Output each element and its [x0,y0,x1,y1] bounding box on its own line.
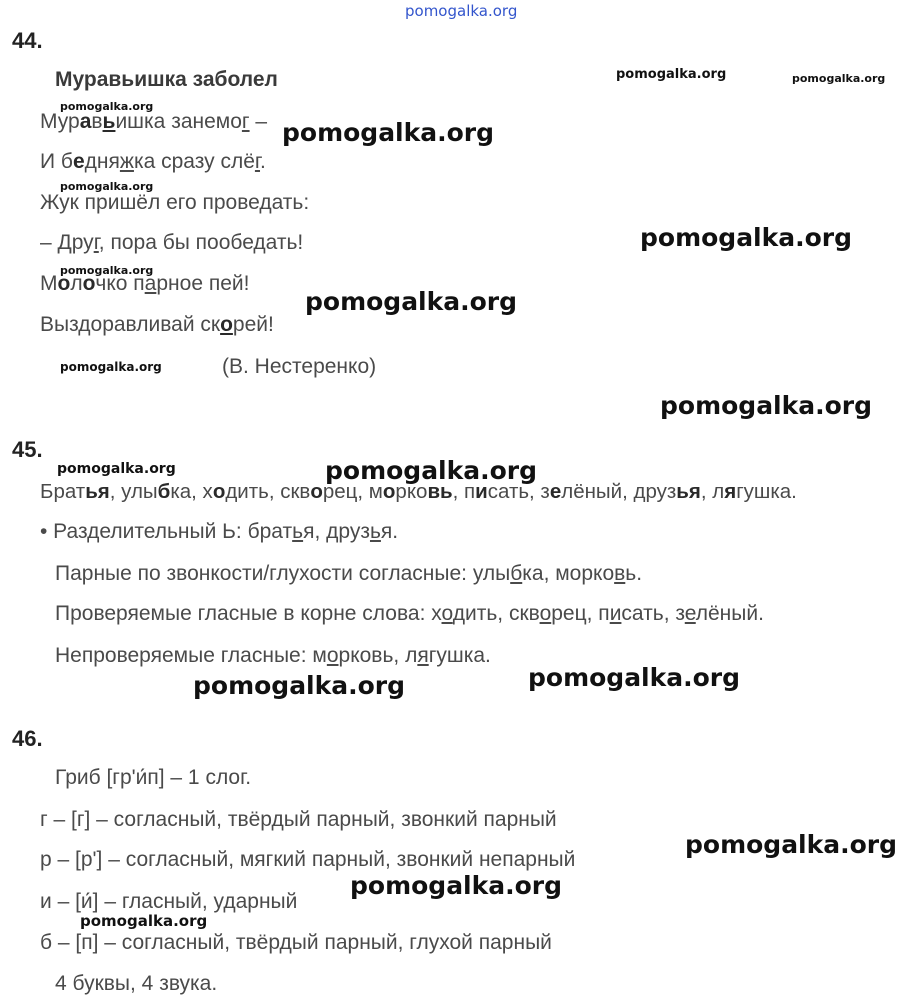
watermark: pomogalka.org [60,360,162,374]
text-segment: рец, м [322,480,383,503]
text-segment: ь [292,520,304,543]
group-line [40,520,398,544]
text-segment: ка, морко [522,562,615,585]
text-segment: лёный. [695,602,764,625]
exercise-44-number: 44. [12,28,43,53]
phonetic-line: Гриб [гр'и́п] – 1 слог. [55,766,252,789]
text-segment: ья [85,480,110,503]
text-segment: о [441,602,453,625]
watermark: pomogalka.org [282,118,495,147]
text-segment: М [40,272,58,295]
phonetic-line: г – [г] – согласный, твёрдый парный, звонкий парный [40,808,557,831]
phonetic-line: р – [р'] – согласный, мягкий парный, звонкий непарный [40,848,576,871]
text-segment: Парные по звонкости/глухости согласные: улы [55,562,511,585]
watermark: pomogalka.org [792,72,886,85]
text-segment: г [93,231,99,254]
text-segment: • Разделительный Ь: брат [40,520,293,543]
text-segment: ь [369,520,381,543]
watermark: pomogalka.org [640,223,853,252]
text-segment: о [57,272,71,295]
text-segment: Выздоравливай ск [40,313,221,336]
text-segment: и [475,480,488,503]
text-segment: рное пей! [156,272,250,295]
text-segment: Непроверяемые гласные: м [55,644,327,667]
text-segment: сать, з [487,480,550,503]
watermark: pomogalka.org [57,461,176,477]
text-segment: , улы [109,480,158,503]
text-segment: ж [119,150,134,173]
poem-line [40,110,267,134]
group-line [55,644,491,668]
text-segment: гушка. [428,644,491,667]
text-segment: , пора бы пообедать! [98,231,304,254]
text-segment: дить, скв [452,602,540,625]
text-segment: – Дру [40,231,94,254]
text-segment: рко [395,480,428,503]
phonetic-line: и – [и́] – гласный, ударный [40,890,298,913]
watermark: pomogalka.org [528,663,741,692]
poem-title: Муравьишка заболел [55,68,278,91]
poem-author: (В. Нестеренко) [222,355,377,378]
text-segment: ка сразу слё [133,150,255,173]
watermark: pomogalka.org [80,912,208,930]
watermark: pomogalka.org [616,67,727,82]
text-segment: Проверяемые гласные в корне слова: х [55,602,442,625]
text-segment: о [220,313,233,336]
text-segment: чко п [95,272,145,295]
text-segment: – [249,110,268,133]
text-segment: е [72,150,85,173]
text-segment: б [510,562,523,585]
text-segment: в [91,110,103,133]
text-segment: г [241,110,250,133]
text-segment: дня [84,150,120,173]
text-segment: гушка. [736,480,797,503]
text-segment: о [326,644,339,667]
text-segment: я, друз [303,520,370,543]
text-segment: я [417,644,429,667]
text-segment: . [260,150,266,173]
text-segment: о [212,480,226,503]
poem-line [40,313,274,337]
watermark: pomogalka.org [60,264,154,277]
text-segment: о [310,480,323,503]
watermark: pomogalka.org [325,456,538,485]
text-segment: ка, х [170,480,213,503]
text-segment: г [254,150,261,173]
poem-line [40,231,303,255]
text-segment: , п [452,480,476,503]
watermark: pomogalka.org [660,391,873,420]
text-segment: Брат [40,480,86,503]
watermark: pomogalka.org [193,671,406,700]
watermark: pomogalka.org [685,830,898,859]
text-segment: сать, з [621,602,685,625]
text-segment: е [684,602,696,625]
text-segment: ь [102,110,116,133]
text-segment: я. [380,520,399,543]
text-segment: в [614,562,626,585]
phonetic-line: б – [п] – согласный, твёрдый парный, глухой парный [40,931,552,954]
group-line [55,562,642,586]
top-watermark: pomogalka.org [405,2,518,20]
poem-line [40,150,266,174]
text-segment: лёный, друз [561,480,677,503]
exercise-46-number: 46. [12,726,43,751]
text-segment: а [144,272,157,295]
text-segment: а [79,110,92,133]
text-segment: Жук пришёл его проведать: [40,191,310,214]
text-segment: рец, п [551,602,610,625]
text-segment: и [609,602,622,625]
watermark: pomogalka.org [305,287,518,316]
text-segment: И б [40,150,73,173]
text-segment: ья [676,480,701,503]
text-segment: я [724,480,737,503]
text-segment: ь. [625,562,643,585]
watermark: pomogalka.org [60,180,154,193]
text-segment: вь [427,480,453,503]
watermark: pomogalka.org [60,100,154,113]
exercise-45-number: 45. [12,437,43,462]
text-segment: о [382,480,396,503]
group-line [55,602,764,626]
text-segment: рковь, л [338,644,418,667]
poem-line [40,191,309,215]
text-segment: л [70,272,83,295]
text-segment: е [549,480,562,503]
text-segment: дить, скв [225,480,311,503]
watermark: pomogalka.org [350,871,563,900]
text-segment: рей! [232,313,274,336]
phonetic-line: 4 буквы, 4 звука. [55,972,218,995]
text-segment: о [539,602,552,625]
text-segment: , л [700,480,725,503]
text-segment: о [82,272,96,295]
text-segment: б [157,480,171,503]
text-segment: ишка занемо [115,110,242,133]
text-segment: Мур [40,110,80,133]
